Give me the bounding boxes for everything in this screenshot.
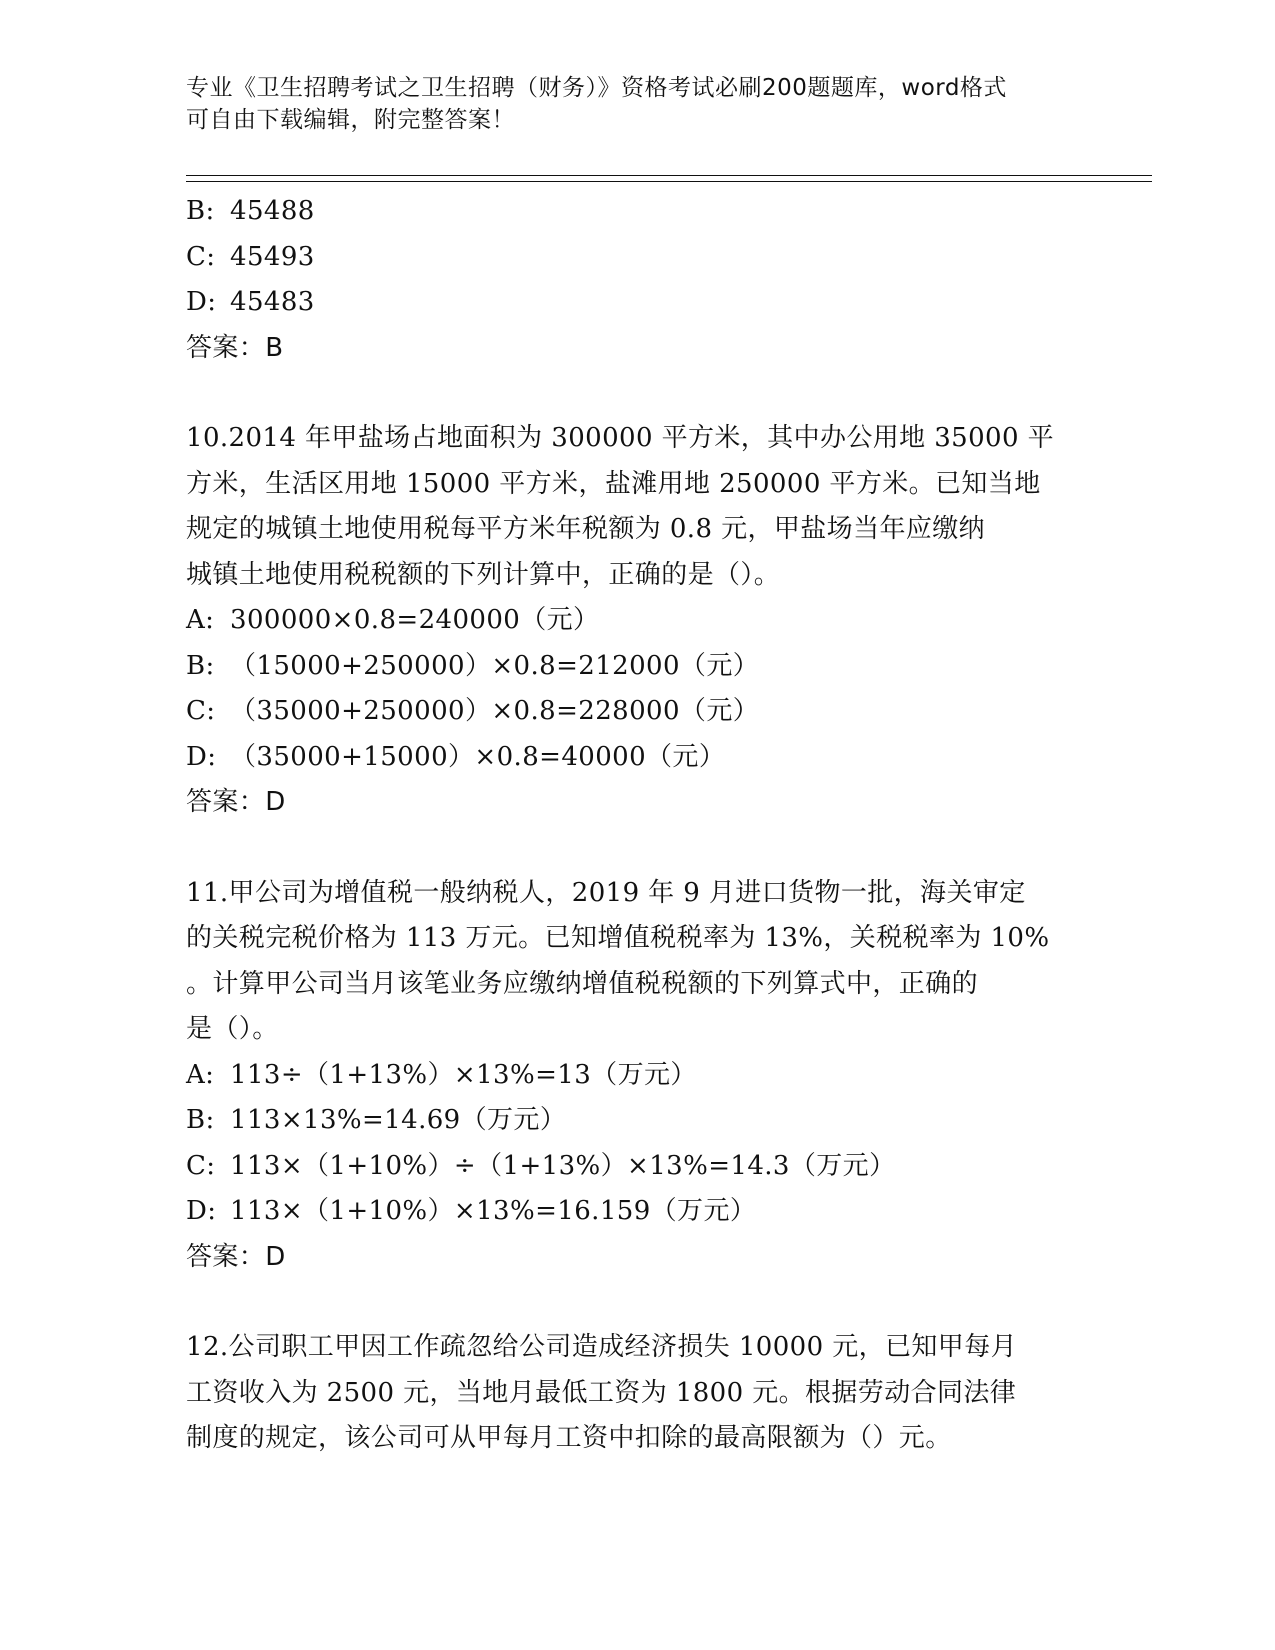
option-text: 300000×0.8=240000（元） <box>230 605 600 635</box>
spacer <box>186 1280 1086 1325</box>
option-d <box>186 1189 1086 1235</box>
option-text: 113×（1+10%）×13%=16.159（万元） <box>230 1196 757 1226</box>
question-10 <box>186 416 1086 826</box>
header-rule-bottom <box>186 181 1152 182</box>
answer-line: 答案：B <box>186 332 284 363</box>
question-text-line: 。计算甲公司当月该笔业务应缴纳增值税税额的下列算式中，正确的 <box>186 968 979 999</box>
option-label: B: <box>186 650 215 681</box>
option-text: 113×（1+10%）÷（1+13%）×13%=14.3（万元） <box>230 1150 896 1181</box>
option-text: 45493 <box>230 241 315 272</box>
question-text-line: 是（）。 <box>186 1014 279 1044</box>
option-b <box>186 1098 1086 1144</box>
option-label: B: <box>186 196 215 226</box>
option-d <box>186 735 1086 781</box>
option-b <box>186 189 1086 235</box>
question-text-line: 的关税完税价格为 113 万元。已知增值税税率为 13%，关税税率为 10% <box>186 923 1050 953</box>
spacer <box>186 826 1086 871</box>
option-label: A: <box>186 605 215 635</box>
option-text: 113÷（1+13%）×13%=13（万元） <box>230 1059 697 1090</box>
question-text-line: 规定的城镇土地使用税每平方米年税额为 0.8 元，甲盐场当年应缴纳 <box>186 514 986 544</box>
option-text: 45488 <box>230 196 315 226</box>
option-c <box>186 689 1086 735</box>
option-a <box>186 1053 1086 1099</box>
document-header <box>186 72 1066 136</box>
question-text-line: 11.甲公司为增值税一般纳税人，2019 年 9 月进口货物一批，海关审定 <box>186 877 1026 908</box>
option-c <box>186 235 1086 281</box>
question-text-line: 12.公司职工甲因工作疏忽给公司造成经济损失 10000 元，已知甲每月 <box>186 1332 1017 1362</box>
option-text: 113×13%=14.69（万元） <box>230 1105 567 1135</box>
spacer <box>186 371 1086 416</box>
answer-line: 答案：D <box>186 1241 286 1272</box>
option-d <box>186 280 1086 326</box>
question-11 <box>186 871 1086 1281</box>
option-b <box>186 644 1086 690</box>
header-line-1: 专业《卫生招聘考试之卫生招聘（财务）》资格考试必刷200题题库，word格式 <box>186 75 1007 101</box>
question-text-line: 制度的规定，该公司可从甲每月工资中扣除的最高限额为（）元。 <box>186 1423 952 1453</box>
header-line-2: 可自由下载编辑，附完整答案！ <box>186 107 515 133</box>
option-text: （35000+250000）×0.8=228000（元） <box>230 696 760 726</box>
question-12 <box>186 1325 1086 1462</box>
answer-line: 答案：D <box>186 787 286 817</box>
option-label: D: <box>186 1196 217 1226</box>
option-label: C: <box>186 696 216 726</box>
question-9-continued <box>186 189 1086 371</box>
option-c <box>186 1144 1086 1190</box>
option-text: （15000+250000）×0.8=212000（元） <box>230 650 760 681</box>
question-text-line: 城镇土地使用税税额的下列计算中，正确的是（）。 <box>186 559 781 590</box>
option-a <box>186 598 1086 644</box>
option-label: D: <box>186 287 217 317</box>
option-label: A: <box>186 1059 215 1090</box>
document-body <box>186 189 1086 1462</box>
option-label: B: <box>186 1105 215 1135</box>
question-text-line: 方米，生活区用地 15000 平方米，盐滩用地 250000 平方米。已知当地 <box>186 468 1041 499</box>
option-label: D: <box>186 741 217 772</box>
option-label: C: <box>186 1150 216 1181</box>
header-rule-top <box>186 175 1152 176</box>
option-label: C: <box>186 241 216 272</box>
question-text-line: 工资收入为 2500 元，当地月最低工资为 1800 元。根据劳动合同法律 <box>186 1377 1017 1408</box>
option-text: 45483 <box>230 287 315 317</box>
question-text-line: 10.2014 年甲盐场占地面积为 300000 平方米，其中办公用地 35000 平 <box>186 423 1055 453</box>
option-text: （35000+15000）×0.8=40000（元） <box>230 741 726 772</box>
